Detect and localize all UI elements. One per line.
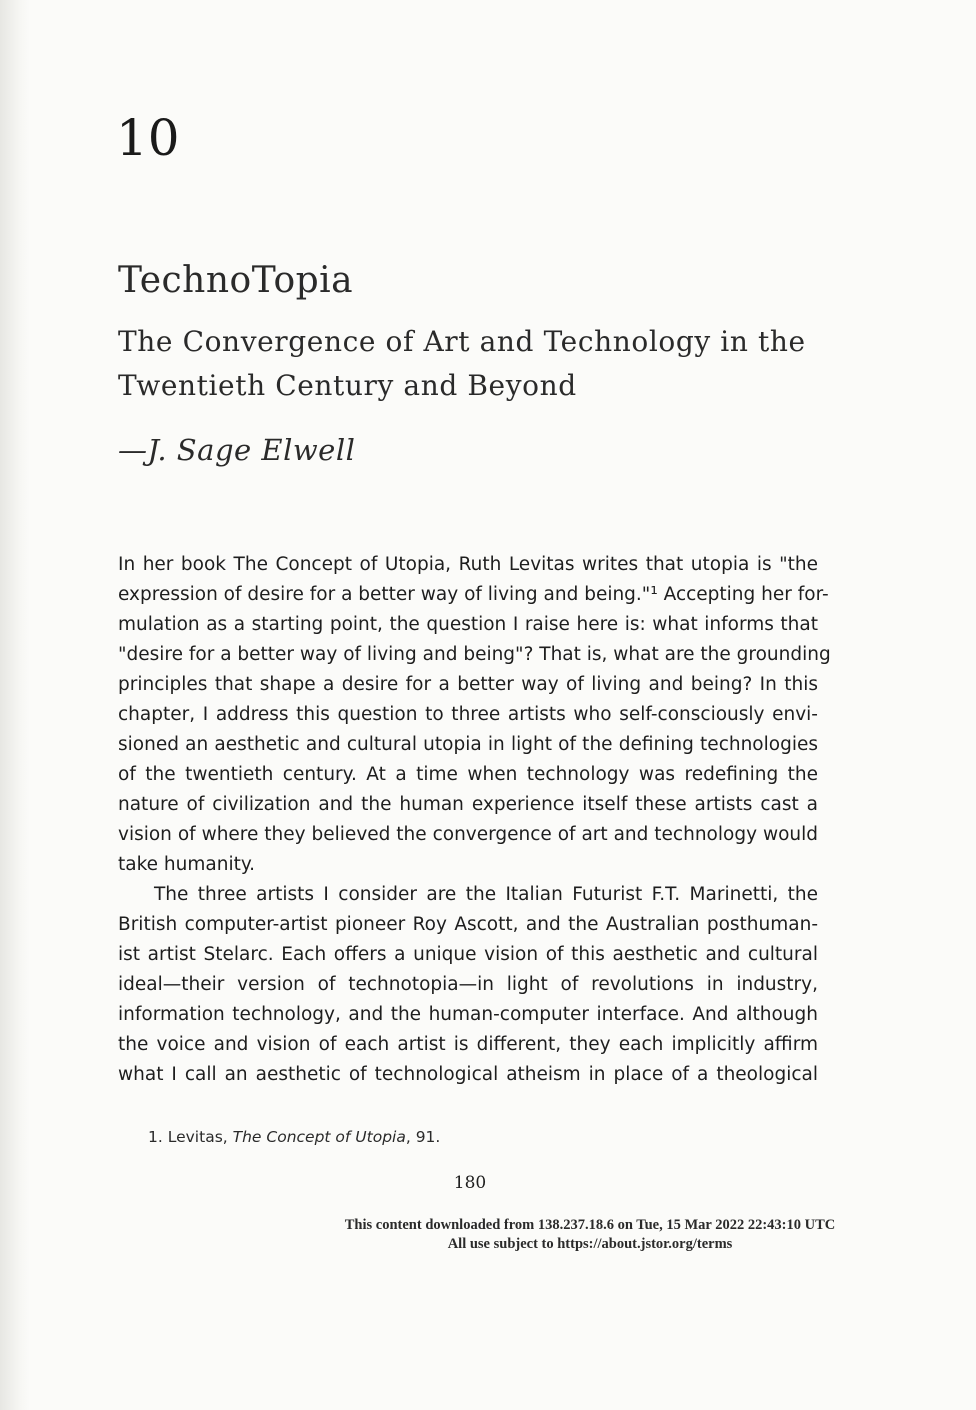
text-line: ist artist Stelarc. Each offers a unique vision of this aesthetic and cultural — [118, 944, 818, 965]
text-line: ideal—their version of technotopia—in light of revolutions in industry, — [118, 974, 818, 995]
text-line: The three artists I consider are the Italian Futurist F.T. Marinetti, the — [154, 884, 818, 905]
text-line: principles that shape a desire for a better way of living and being? In this — [118, 674, 818, 695]
footnote-work: The Concept of Utopia — [232, 1128, 406, 1146]
text-line: the voice and vision of each artist is different, they each implicitly affirm — [118, 1034, 818, 1055]
footnote-author: Levitas, — [167, 1128, 228, 1146]
text-line: nature of civilization and the human experience itself these artists cast a — [118, 794, 818, 815]
text-line: vision of where they believed the convergence of art and technology would — [118, 824, 818, 845]
text-line: of the twentieth century. At a time when technology was redefining the — [118, 764, 818, 785]
text-line: sioned an aesthetic and cultural utopia in light of the defining technologies — [118, 734, 818, 755]
chapter-title: TechnoTopia — [118, 260, 354, 301]
page-number: 180 — [453, 1173, 487, 1193]
text-line: mulation as a starting point, the question I raise here is: what informs that — [118, 614, 818, 635]
body-paragraph-1 — [118, 550, 831, 880]
footnote — [148, 1124, 440, 1150]
text-line: "desire for a better way of living and being"? That is, what are the grounding — [118, 644, 831, 665]
page-edge-shadow — [0, 0, 30, 1410]
terms-link[interactable]: All use subject to https://about.jstor.org/terms — [447, 1236, 733, 1252]
text-line: what I call an aesthetic of technological atheism in place of a theological — [118, 1064, 818, 1085]
footnote-page: , 91. — [405, 1128, 441, 1146]
subtitle-line: Twentieth Century and Beyond — [118, 369, 577, 402]
body-paragraph-2 — [118, 880, 818, 1090]
download-notice-line: This content downloaded from 138.237.18.6 on Tue, 15 Mar 2022 22:43:10 UTC — [344, 1217, 836, 1233]
text-line: British computer-artist pioneer Roy Ascott, and the Australian posthuman- — [118, 914, 818, 935]
chapter-subtitle — [118, 320, 818, 408]
subtitle-line: The Convergence of Art and Technology in the — [118, 325, 806, 358]
chapter-number: 10 — [116, 109, 180, 167]
text-line: chapter, I address this question to three artists who self-consciously envi- — [118, 704, 818, 725]
footnote-number: 1. — [148, 1128, 163, 1146]
text-line: take humanity. — [118, 854, 256, 875]
download-notice — [230, 1216, 950, 1254]
chapter-author: —J. Sage Elwell — [118, 433, 356, 467]
text-line: In her book The Concept of Utopia, Ruth Levitas writes that utopia is "the — [118, 554, 818, 575]
text-line: information technology, and the human-computer interface. And although — [118, 1004, 818, 1025]
text-line: expression of desire for a better way of living and being."¹ Accepting her for- — [118, 584, 829, 605]
